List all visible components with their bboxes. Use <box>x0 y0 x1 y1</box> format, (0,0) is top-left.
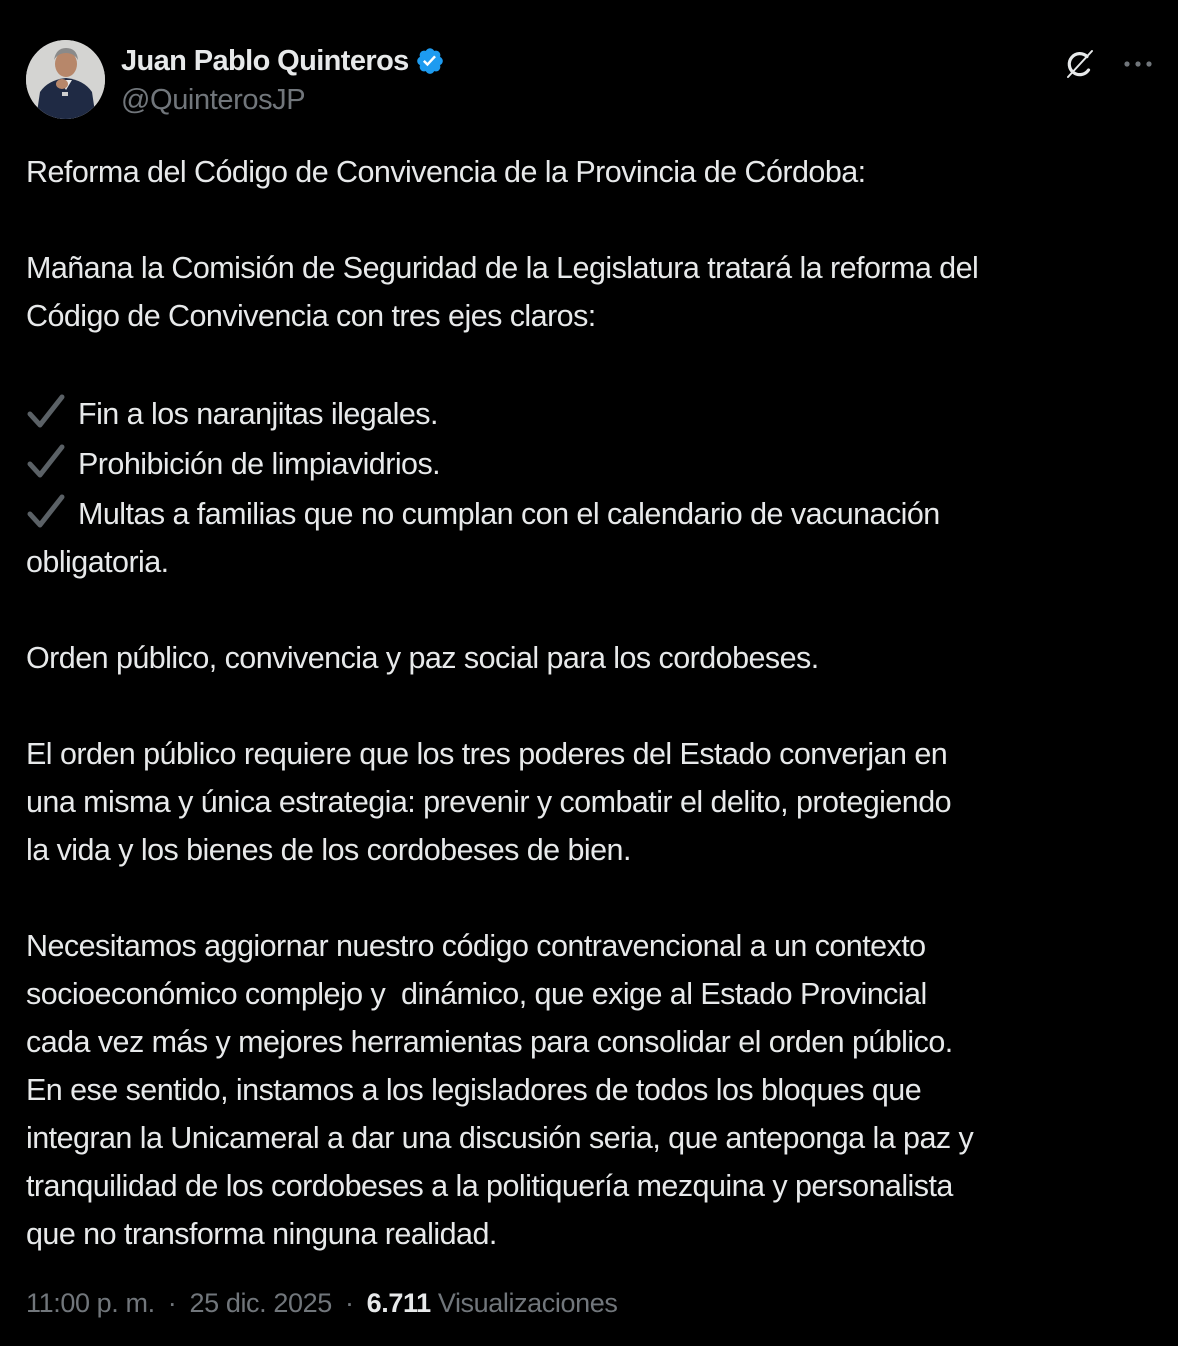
paragraph-closing-line: cada vez más y mejores herramientas para consolidar el orden público. <box>26 1025 953 1059</box>
paragraph-closing-line: socioeconómico complejo y dinámico, que exige al Estado Provincial <box>26 977 927 1011</box>
paragraph-closing-line: que no transforma ninguna realidad. <box>26 1217 497 1251</box>
author-names <box>121 42 445 117</box>
paragraph-closing-line: tranquilidad de los cordobeses a la politiquería mezquina y personalista <box>26 1169 953 1203</box>
spacer <box>26 874 1161 922</box>
spacer <box>26 586 1161 634</box>
checklist-item-text: Prohibición de limpiavidrios. <box>78 447 441 481</box>
paragraph-closing <box>26 922 1161 1258</box>
tweet-actions <box>1060 44 1156 84</box>
avatar-photo <box>26 40 105 119</box>
checklist-item-text: Fin a los naranjitas ilegales. <box>78 397 438 431</box>
tweet-meta <box>26 1288 617 1319</box>
paragraph-order-line: El orden público requiere que los tres poderes del Estado converjan en <box>26 737 948 771</box>
checklist-item <box>26 488 1161 538</box>
check-mark-icon <box>26 444 66 480</box>
paragraph-order-line: una misma y única estrategia: prevenir y combatir el delito, protegiendo <box>26 785 952 819</box>
author-handle[interactable]: @QuinterosJP <box>121 84 306 116</box>
more-options-button[interactable] <box>1120 46 1156 82</box>
tweet-header <box>26 40 1156 120</box>
paragraph-slogan: Orden público, convivencia y paz social para los cordobeses. <box>26 641 819 675</box>
views-count[interactable]: 6.711 <box>366 1288 431 1318</box>
display-name-row <box>121 42 445 80</box>
verified-badge-icon[interactable] <box>415 46 445 76</box>
paragraph-closing-line: Necesitamos aggiornar nuestro código contravencional a un contexto <box>26 929 926 963</box>
check-mark-icon <box>26 394 66 430</box>
display-name[interactable]: Juan Pablo Quinteros <box>121 44 409 77</box>
checklist-item-text: Multas a familias que no cumplan con el calendario de vacunación <box>78 497 940 531</box>
paragraph-intro <box>26 244 1161 340</box>
checklist-item-wrap: obligatoria. <box>26 545 169 579</box>
checklist-item <box>26 438 1161 488</box>
paragraph-closing-line: integran la Unicameral a dar una discusión seria, que anteponga la paz y <box>26 1121 974 1155</box>
spacer <box>26 196 1161 244</box>
more-horizontal-icon <box>1123 59 1153 69</box>
paragraph-intro-line2: Código de Convivencia con tres ejes claros: <box>26 299 596 333</box>
paragraph-closing-line: En ese sentido, instamos a los legisladores de todos los bloques que <box>26 1073 922 1107</box>
avatar[interactable] <box>26 40 105 119</box>
views-label: Visualizaciones <box>437 1288 618 1318</box>
tweet-time[interactable]: 11:00 p. m. <box>26 1288 155 1318</box>
check-mark-icon <box>26 494 66 530</box>
grok-button[interactable] <box>1060 44 1100 84</box>
checklist-item <box>26 388 1161 438</box>
paragraph-intro-line1: Mañana la Comisión de Seguridad de la Legislatura tratará la reforma del <box>26 251 979 285</box>
spacer <box>26 340 1161 388</box>
tweet-date[interactable]: 25 dic. 2025 <box>189 1288 332 1318</box>
paragraph-order-line: la vida y los bienes de los cordobeses de bien. <box>26 833 631 867</box>
separator-dot: · <box>167 1288 177 1318</box>
spacer <box>26 682 1161 730</box>
grok-icon <box>1063 47 1097 81</box>
tweet-body <box>26 148 1161 1258</box>
paragraph-title: Reforma del Código de Convivencia de la Provincia de Córdoba: <box>26 155 866 189</box>
separator-dot: · <box>344 1288 354 1318</box>
paragraph-order <box>26 730 1161 874</box>
